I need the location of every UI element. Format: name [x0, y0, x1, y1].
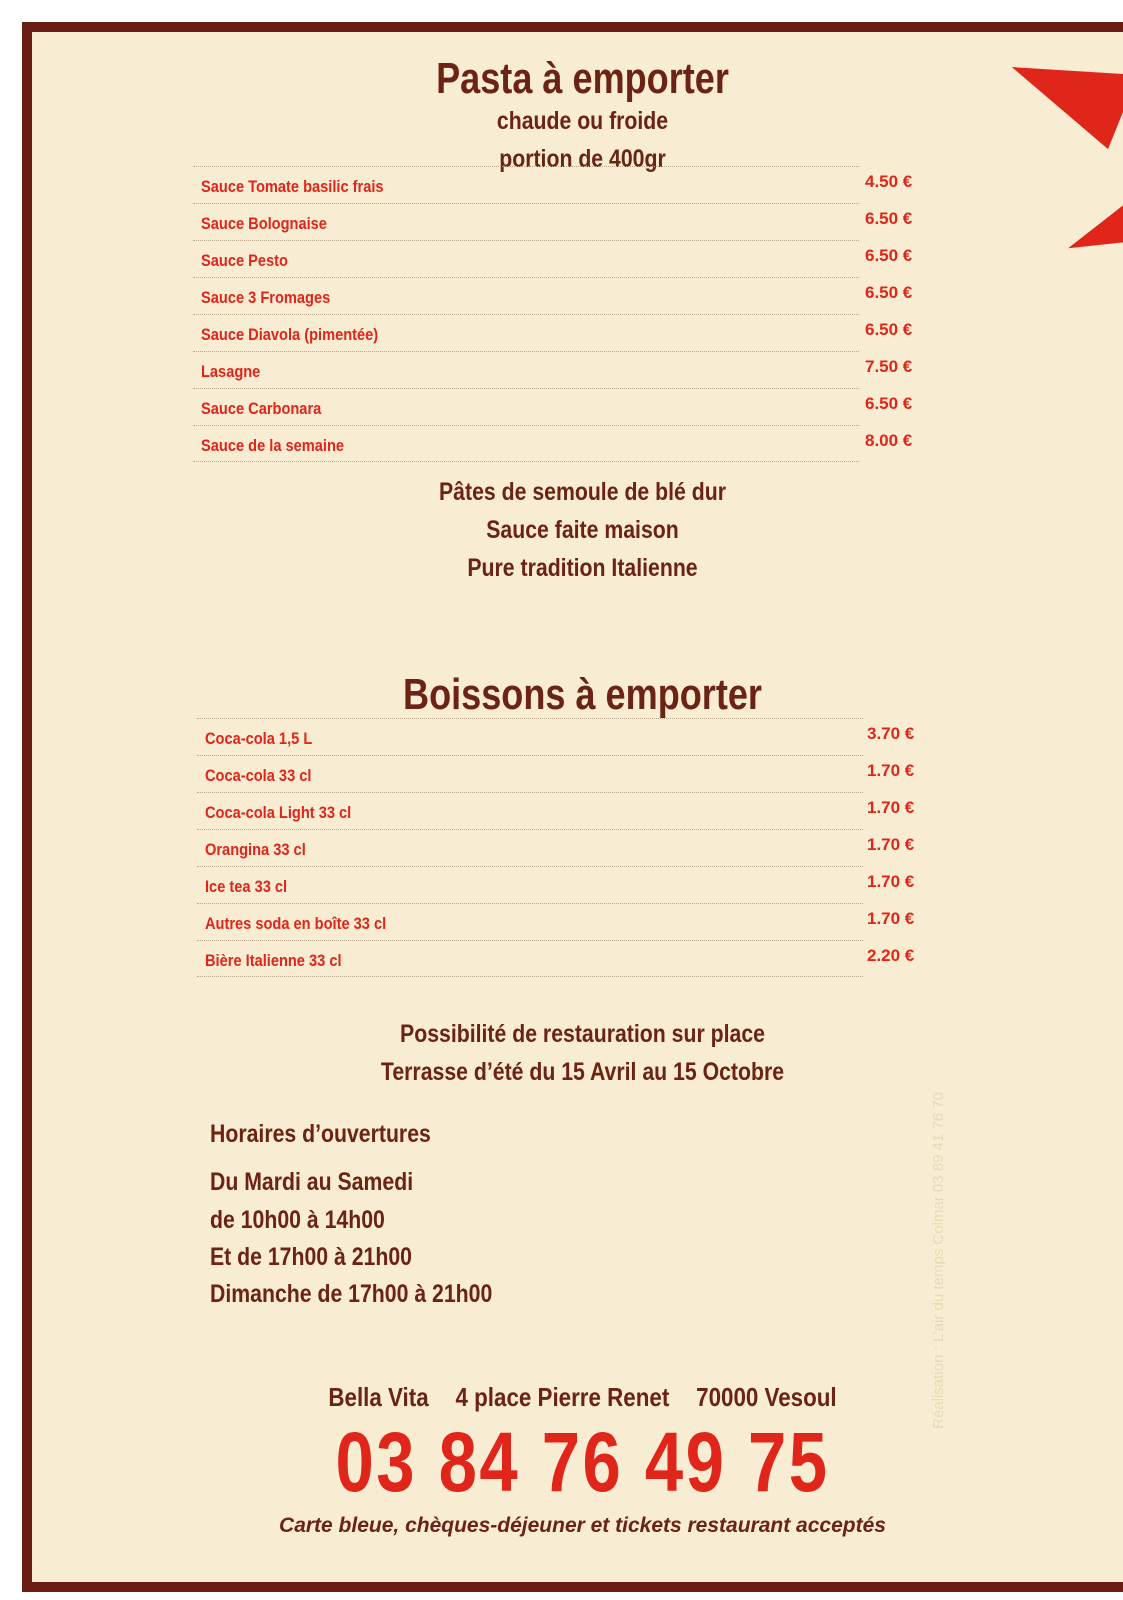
drinks-menu-list — [197, 718, 915, 977]
drink-item-name: Orangina 33 cl — [205, 840, 306, 859]
payment-methods: Carte bleue, chèques-déjeuner et tickets restaurant acceptés — [279, 1514, 886, 1537]
pasta-item-row — [193, 277, 913, 314]
drink-item-price: 1.70 € — [867, 835, 915, 854]
drink-item-row — [197, 903, 915, 940]
pasta-item-name: Lasagne — [201, 362, 261, 381]
pasta-item-name: Sauce Carbonara — [201, 399, 322, 418]
pasta-item-name: Sauce Diavola (pimentée) — [201, 325, 379, 344]
drink-item-name: Bière Italienne 33 cl — [205, 951, 342, 970]
pasta-item-row — [193, 166, 913, 203]
drink-item-row — [197, 792, 915, 829]
drink-item-price: 3.70 € — [867, 724, 915, 743]
red-brush-stroke-decoration-small — [1061, 203, 1123, 266]
drink-item-name: Coca-cola Light 33 cl — [205, 803, 352, 822]
pasta-item-price: 7.50 € — [865, 357, 913, 376]
drink-item-row — [197, 718, 915, 755]
opening-hours-line: Dimanche de 17h00 à 21h00 — [210, 1280, 493, 1308]
pasta-item-name: Sauce Bolognaise — [201, 214, 327, 233]
pasta-note-durum-wheat: Pâtes de semoule de blé dur — [439, 478, 726, 506]
pasta-item-price: 6.50 € — [865, 209, 913, 228]
drink-item-row — [197, 940, 915, 977]
pasta-item-price: 6.50 € — [865, 394, 913, 413]
drinks-title: Boissons à emporter — [403, 670, 762, 719]
drink-item-row — [197, 866, 915, 903]
drink-item-price: 2.20 € — [867, 946, 915, 965]
pasta-item-row — [193, 314, 913, 351]
pasta-note-homemade-sauce: Sauce faite maison — [486, 516, 679, 544]
pasta-note-italian-tradition: Pure tradition Italienne — [467, 554, 698, 582]
pasta-item-price: 6.50 € — [865, 283, 913, 302]
drink-item-name: Ice tea 33 cl — [205, 877, 288, 896]
pasta-subtitle-portion: portion de 400gr — [499, 145, 666, 173]
street-address: 4 place Pierre Renet — [455, 1382, 670, 1412]
pasta-subtitle-hot-cold: chaude ou froide — [496, 107, 669, 135]
pasta-item-row — [193, 240, 913, 277]
pasta-item-price: 8.00 € — [865, 431, 913, 450]
opening-hours-line: de 10h00 à 14h00 — [210, 1206, 385, 1234]
pasta-item-row — [193, 388, 913, 425]
dine-in-info: Possibilité de restauration sur place — [400, 1020, 765, 1048]
drink-item-name: Autres soda en boîte 33 cl — [205, 914, 387, 933]
pasta-menu-list — [193, 166, 913, 462]
drink-item-price: 1.70 € — [867, 909, 915, 928]
pasta-item-name: Sauce Pesto — [201, 251, 288, 270]
pasta-item-name: Sauce 3 Fromages — [201, 288, 331, 307]
pasta-item-row — [193, 425, 913, 462]
drink-item-row — [197, 755, 915, 792]
restaurant-name: Bella Vita — [328, 1382, 429, 1412]
pasta-item-price: 6.50 € — [865, 320, 913, 339]
drink-item-name: Coca-cola 33 cl — [205, 766, 312, 785]
terrace-info: Terrasse d’été du 15 Avril au 15 Octobre — [380, 1058, 785, 1086]
city-address: 70000 Vesoul — [696, 1382, 837, 1412]
drink-item-price: 1.70 € — [867, 872, 915, 891]
pasta-title: Pasta à emporter — [436, 54, 729, 103]
phone-number: 03 84 76 49 75 — [335, 1415, 830, 1509]
pasta-item-row — [193, 203, 913, 240]
menu-page — [22, 22, 1123, 1592]
pasta-item-row — [193, 351, 913, 388]
drink-item-price: 1.70 € — [867, 798, 915, 817]
drink-item-price: 1.70 € — [867, 761, 915, 780]
pasta-item-price: 6.50 € — [865, 246, 913, 265]
pasta-item-name: Sauce Tomate basilic frais — [201, 177, 384, 196]
opening-hours-line: Et de 17h00 à 21h00 — [210, 1243, 412, 1271]
opening-hours-line: Du Mardi au Samedi — [210, 1168, 414, 1196]
contact-address — [109, 1382, 1056, 1413]
opening-hours-title: Horaires d’ouvertures — [210, 1120, 431, 1148]
drink-item-row — [197, 829, 915, 866]
drink-item-name: Coca-cola 1,5 L — [205, 729, 313, 748]
design-credit: Réalisation : L’air du temps Colmar 03 89 41 76 70 — [930, 1092, 947, 1429]
pasta-item-name: Sauce de la semaine — [201, 436, 345, 455]
pasta-item-price: 4.50 € — [865, 172, 913, 191]
